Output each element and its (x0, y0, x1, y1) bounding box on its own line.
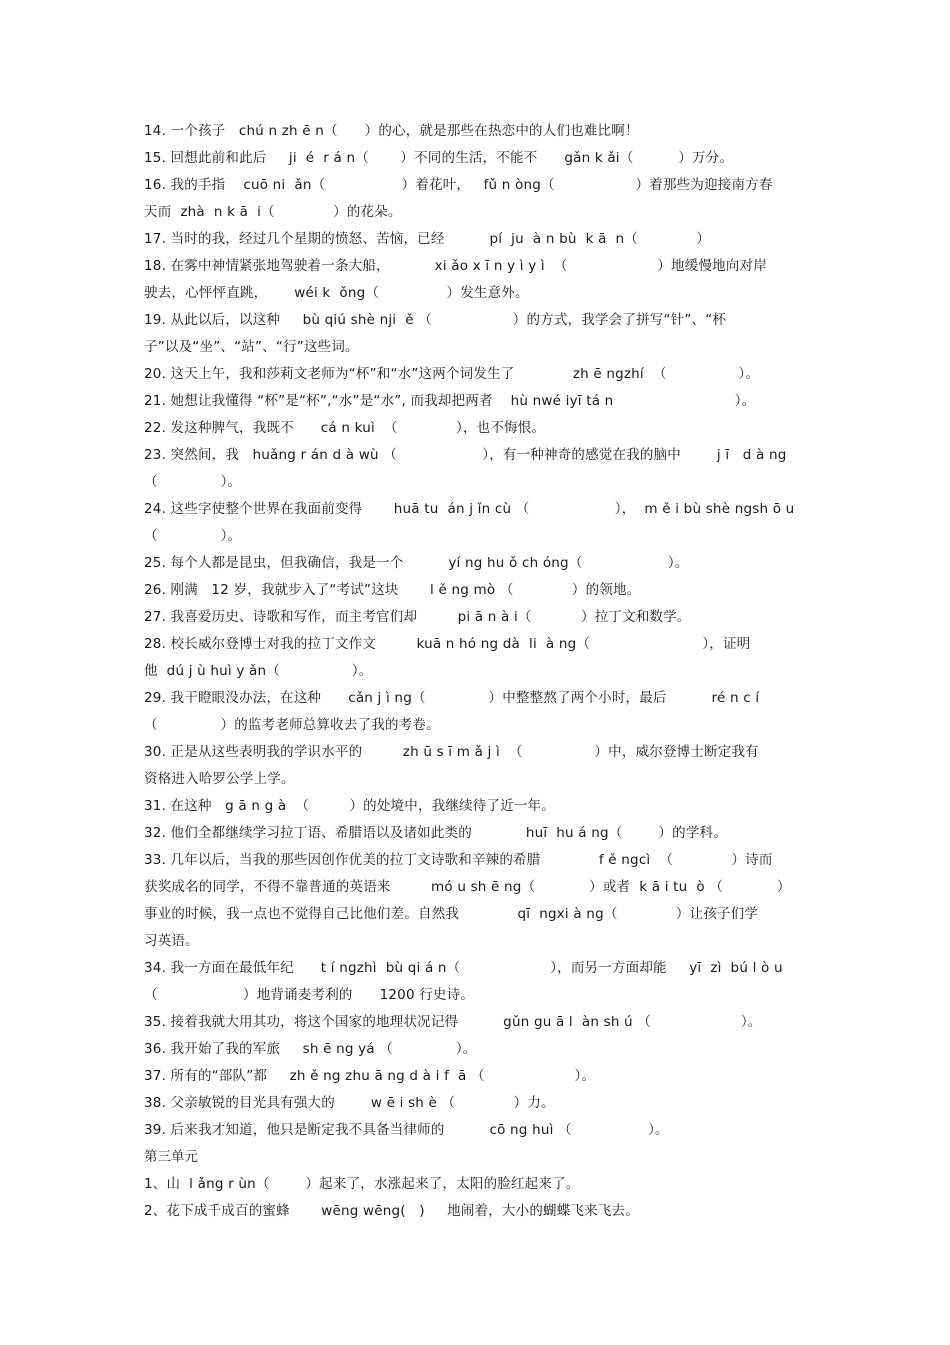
unit3-line-2: 2、花下成千成百的蜜蜂 wēng wēng( ) 地闹着，大小的蝴蝶飞来飞去。 (144, 1203, 639, 1219)
exercise-line-28-cont: 他 dú j ù huì y ǎn（ ）。 (144, 663, 373, 679)
exercise-line-23-cont: （ ）。 (144, 474, 242, 490)
exercise-list (144, 118, 820, 1225)
exercise-line-29-cont: （ ）的监考老师总算收去了我的考卷。 (144, 717, 440, 733)
exercise-line-33: 33. 几年以后，当我的那些因创作优美的拉丁文诗歌和辛辣的希腊 f ě ngcì （ ）诗而 (144, 852, 773, 868)
exercise-line-23: 23. 突然间，我 huǎng r án d à wù （ ），有一种神奇的感觉在我的脑中 j ī d à ng (144, 447, 787, 463)
exercise-line-15: 15. 回想此前和此后 ji é r á n（ ）不同的生活，不能不 gǎn k ǎi（ ）万分。 (144, 150, 734, 166)
exercise-line-35: 35. 接着我就大用其功，将这个国家的地理状况记得 gǔn gu ā l àn sh ú （ ）。 (144, 1014, 762, 1030)
exercise-line-34-cont: （ ）地背诵麦考利的 1200 行史诗。 (144, 987, 475, 1003)
exercise-line-26: 26. 刚满 12 岁，我就步入了“考试”这块 l ě ng mò （ ）的领地。 (144, 582, 641, 598)
exercise-line-20: 20. 这天上午，我和莎莉文老师为“杯”和“水”这两个词发生了 zh ē ngzhí （ ）。 (144, 366, 760, 382)
exercise-line-33-cont-3: 习英语。 (144, 933, 199, 949)
exercise-line-38: 38. 父亲敏锐的目光具有强大的 w ē i sh è （ ）力。 (144, 1095, 555, 1111)
exercise-line-21: 21. 她想让我懂得 “杯”是“杯”,“水”是“水”, 而我却把两者 hù nwé iyī tá n ）。 (144, 393, 756, 409)
exercise-line-28: 28. 校长威尔登博士对我的拉丁文作文 kuā n hó ng dà li à ng（ ），证明 (144, 636, 751, 652)
exercise-line-14: 14. 一个孩子 chú n zh ē n（ ）的心，就是那些在热恋中的人们也难比啊！ (144, 123, 639, 139)
exercise-line-16-cont: 天而 zhà n k ā i（ ）的花朵。 (144, 204, 402, 220)
exercise-line-30-cont: 资格进入哈罗公学上学。 (144, 771, 295, 787)
unit3-line-1: 1、山 l ǎng r ùn（ ）起来了，水涨起来了，太阳的脸红起来了。 (144, 1176, 580, 1192)
exercise-line-34: 34. 我一方面在最低年纪 t í ngzhì bù qi á n（ ），而另一方面却能 yī zì bú l ò u (144, 960, 783, 976)
exercise-line-32: 32. 他们全都继续学习拉丁语、希腊语以及诸如此类的 huī hu á ng（ ）的学科。 (144, 825, 727, 841)
exercise-line-39: 39. 后来我才知道，他只是断定我不具备当律师的 cō ng huì （ ）。 (144, 1122, 669, 1138)
exercise-line-22: 22. 发这种脾气，我既不 cá n kuì （ ），也不悔恨。 (144, 420, 546, 436)
exercise-line-18-cont: 驶去，心怦怦直跳， wéi k ǒng（ ）发生意外。 (144, 285, 529, 301)
exercise-line-33-cont-2: 事业的时候，我一点也不觉得自己比他们差。自然我 qī ngxi à ng（ ）让孩子们学 (144, 906, 759, 922)
section-heading: 第三单元 (144, 1149, 198, 1165)
exercise-line-17: 17. 当时的我，经过几个星期的愤怒、苦恼，已经 pí ju à n bù k ā n（ ） (144, 231, 711, 247)
exercise-line-24: 24. 这些字使整个世界在我面前变得 huā tu án j ǐn cù （ ）， m ě i bù shè ngsh ō u (144, 501, 795, 517)
exercise-line-27: 27. 我喜爱历史、诗歌和写作，而主考官们却 pi ā n à i（ ）拉丁文和数学。 (144, 609, 691, 625)
exercise-line-33-cont-1: 获奖成名的同学，不得不靠普通的英语来 mó u sh ē ng（ ）或者 k ā i tu ò （ ） (144, 879, 791, 895)
exercise-line-36: 36. 我开始了我的军旅 sh ē ng yá （ ）。 (144, 1041, 477, 1057)
exercise-line-18: 18. 在雾中神情紧张地驾驶着一条大船， xi ǎo x ī n y ì y ì （ ）地缓慢地向对岸 (144, 258, 767, 274)
exercise-line-19-cont: 子”以及“坐”、“站”、“行”这些词。 (144, 339, 359, 355)
exercise-line-16: 16. 我的手指 cuō ni ǎn（ ）着花叶， fǔ n òng（ ）着那些为迎接南方春 (144, 177, 773, 193)
exercise-line-37: 37. 所有的“部队”都 zh ě ng zhu ā ng d à i f ā （ ）。 (144, 1068, 596, 1084)
exercise-line-24-cont: （ ）。 (144, 528, 242, 544)
exercise-line-25: 25. 每个人都是昆虫，但我确信，我是一个 yí ng hu ǒ ch óng（ ）。 (144, 555, 689, 571)
exercise-line-29: 29. 我干瞪眼没办法，在这种 cǎn j ì ng（ ）中整整熬了两个小时，最后 ré n c í (144, 690, 760, 706)
exercise-line-30: 30. 正是从这些表明我的学识水平的 zh ū s ī m ǎ j ì （ ）中，威尔登博士断定我有 (144, 744, 759, 760)
exercise-line-31: 31. 在这种 g ā n g à （ ）的处境中，我继续待了近一年。 (144, 798, 555, 814)
exercise-line-19: 19. 从此以后，以这种 bù qiú shè nji ě （ ）的方式，我学会了拼写“针”、“杯 (144, 312, 727, 328)
